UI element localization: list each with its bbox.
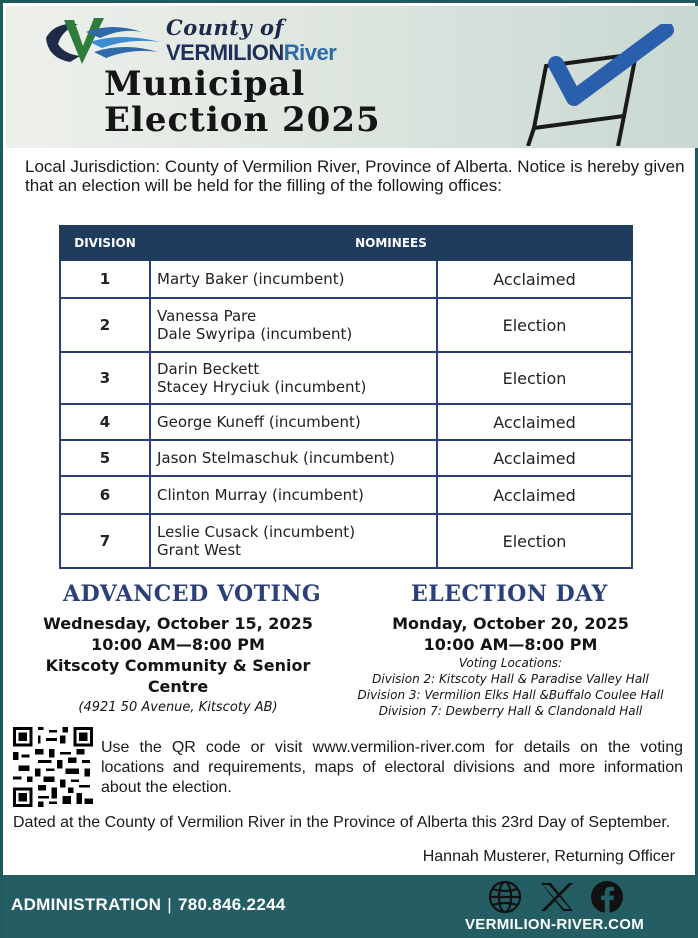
table-row <box>60 440 632 476</box>
x-icon[interactable] <box>541 883 573 911</box>
division-number: 4 <box>60 404 150 440</box>
advanced-voting-heading: ADVANCED VOTING <box>63 581 322 607</box>
brand-vermilion: VERMILION <box>166 40 284 65</box>
nominee-names <box>150 260 437 298</box>
election-day-time: 10:00 AM—8:00 PM <box>423 635 598 654</box>
nominee-names <box>150 514 437 568</box>
nominee-name: Leslie Cusack (incumbent) <box>157 523 356 541</box>
social-icons <box>483 879 633 915</box>
table-header-row <box>60 226 632 260</box>
race-status: Election <box>437 514 632 568</box>
page-title <box>104 66 381 138</box>
brand-name <box>166 40 336 66</box>
county-logo-icon <box>42 14 162 70</box>
election-day-date: Monday, October 20, 2025 <box>392 614 629 633</box>
nominee-name: Dale Swyripa (incumbent) <box>157 325 353 343</box>
nominee-names <box>150 352 437 404</box>
race-status: Acclaimed <box>437 476 632 514</box>
nominee-names <box>150 440 437 476</box>
nominee-names <box>150 404 437 440</box>
voting-location: Division 3: Vermilion Elks Hall &Buffalo Coulee Hall <box>357 688 664 702</box>
division-header: DIVISION <box>60 226 150 260</box>
website-link[interactable]: VERMILION-RIVER.COM <box>465 916 645 933</box>
returning-officer: Hannah Musterer, Returning Officer <box>422 848 675 865</box>
advanced-address: (4921 50 Avenue, Kitscoty AB) <box>78 700 278 715</box>
administration-contact <box>11 895 286 915</box>
table-row <box>60 298 632 352</box>
nominee-name: Marty Baker (incumbent) <box>157 270 345 288</box>
dated-statement: Dated at the County of Vermilion River in the Province of Alberta this 23rd Day of September. <box>13 814 671 831</box>
table-row <box>60 514 632 568</box>
advanced-date: Wednesday, October 15, 2025 <box>43 614 313 633</box>
division-number: 2 <box>60 298 150 352</box>
nominee-name: George Kuneff (incumbent) <box>157 413 361 431</box>
division-number: 6 <box>60 476 150 514</box>
advanced-time: 10:00 AM—8:00 PM <box>91 635 265 654</box>
race-status: Election <box>437 352 632 404</box>
election-day-details <box>333 613 688 719</box>
nominee-names <box>150 298 437 352</box>
facebook-icon[interactable] <box>591 881 623 913</box>
header-banner <box>6 6 698 148</box>
ballot-checkmark-icon <box>506 24 686 146</box>
race-status: Acclaimed <box>437 404 632 440</box>
division-number: 7 <box>60 514 150 568</box>
table-row <box>60 476 632 514</box>
nominee-name: Jason Stelmaschuk (incumbent) <box>157 449 395 467</box>
nominee-name: Darin Beckett <box>157 360 260 378</box>
nominee-names <box>150 476 437 514</box>
nominees-table <box>59 225 633 569</box>
nominees-header: NOMINEES <box>150 226 632 260</box>
globe-icon[interactable] <box>490 882 520 912</box>
race-status: Election <box>437 298 632 352</box>
intro-text: Local Jurisdiction: County of Vermilion River, Province of Alberta. Notice is hereby given that an election will be held for the filling of the following offices: <box>25 157 685 195</box>
advanced-venue: Kitscoty Community & Senior Centre <box>45 656 311 696</box>
division-number: 3 <box>60 352 150 404</box>
separator: | <box>167 895 172 914</box>
nominee-name: Vanessa Pare <box>157 307 257 325</box>
division-number: 5 <box>60 440 150 476</box>
title-line-1: Municipal <box>104 64 306 104</box>
title-line-2: Election 2025 <box>104 100 381 140</box>
nominee-name: Grant West <box>157 541 242 559</box>
admin-label: ADMINISTRATION <box>11 895 162 914</box>
table-row <box>60 260 632 298</box>
qr-code-icon[interactable] <box>13 727 93 807</box>
voting-locations-label: Voting Locations: <box>458 656 563 670</box>
table-row <box>60 404 632 440</box>
nominee-name: Clinton Murray (incumbent) <box>157 486 364 504</box>
phone-number[interactable]: 780.846.2244 <box>177 895 286 914</box>
election-day-heading: ELECTION DAY <box>411 581 608 607</box>
county-of-text: County of <box>166 15 285 40</box>
race-status: Acclaimed <box>437 260 632 298</box>
qr-instructions: Use the QR code or visit www.vermilion-river.com for details on the voting locations and requirements, maps of electoral divisions and more information about the election. <box>101 739 683 796</box>
brand-river: River <box>283 40 337 65</box>
voting-location: Division 2: Kitscoty Hall & Paradise Valley Hall <box>372 672 649 686</box>
race-status: Acclaimed <box>437 440 632 476</box>
division-number: 1 <box>60 260 150 298</box>
voting-location: Division 7: Dewberry Hall & Clandonald Hall <box>378 704 643 718</box>
nominee-name: Stacey Hryciuk (incumbent) <box>157 378 367 396</box>
advanced-voting-details <box>23 613 333 717</box>
table-row <box>60 352 632 404</box>
